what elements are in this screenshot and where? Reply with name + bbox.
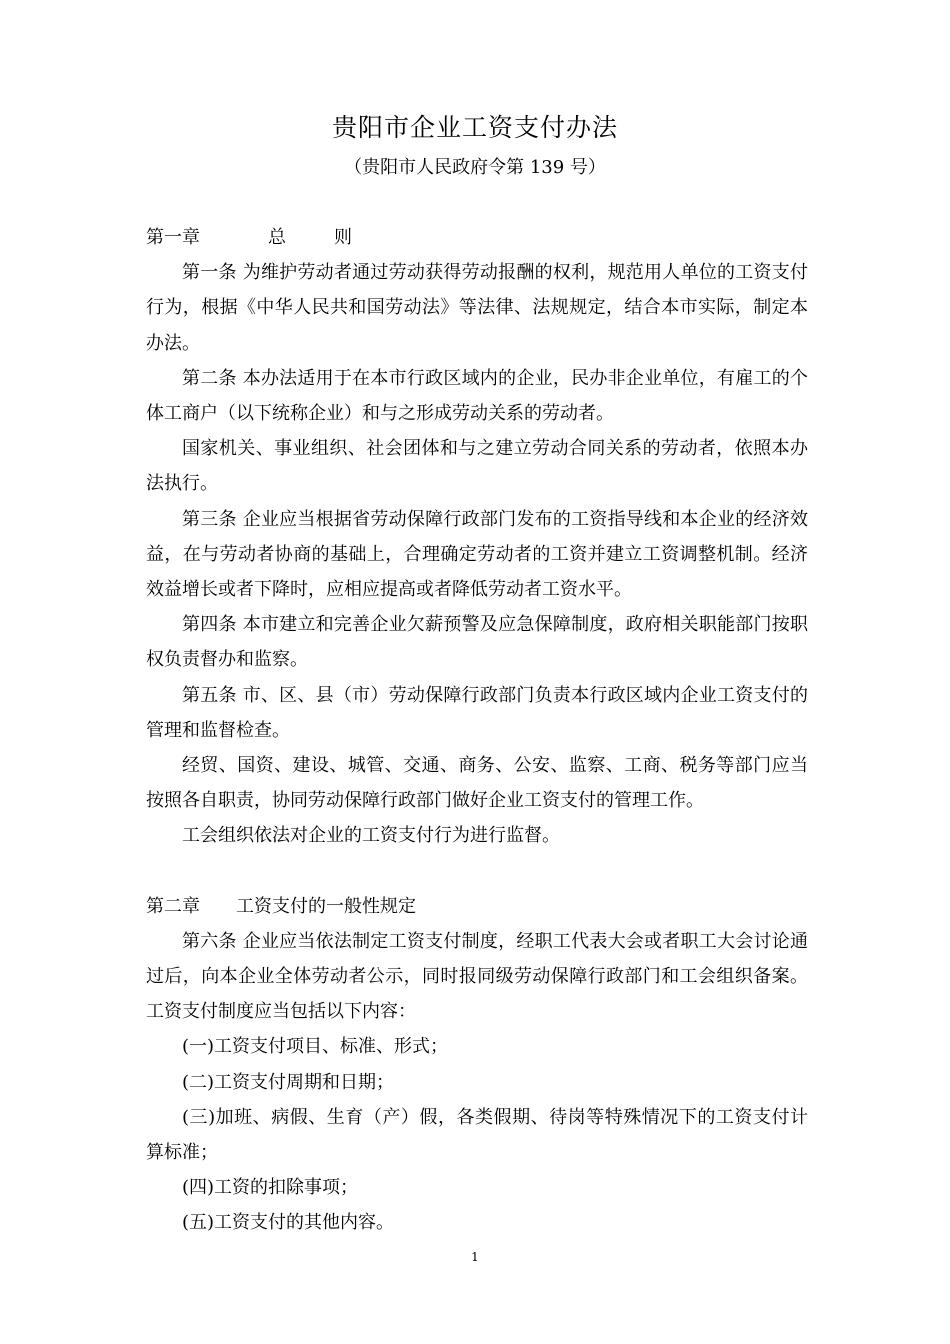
list-item: (一)工资支付项目、标准、形式； <box>182 1036 449 1058</box>
document-subtitle: （贵阳市人民政府令第 139 号） <box>344 157 606 178</box>
chapter-label: 第一章 <box>146 227 200 248</box>
list-item: (四)工资的扣除事项； <box>182 1177 359 1199</box>
chapter-label: 第二章 <box>146 895 200 917</box>
list-item: (三)加班、病假、生育（产）假，各类假期、待岗等特殊情况下的工资支付计算标准； <box>146 1106 808 1164</box>
article-paragraph: 工会组织依法对企业的工资支付行为进行监督。 <box>182 825 560 847</box>
list-item: (五)工资支付的其他内容。 <box>182 1212 395 1234</box>
page-number: 1 <box>471 1250 479 1264</box>
article-paragraph: 第五条 市、区、县（市）劳动保障行政部门负责本行政区域内企业工资支付的管理和监督检查。 <box>146 684 808 741</box>
chapter-heading-1 <box>146 220 808 255</box>
article-paragraph: 经贸、国资、建设、城管、交通、商务、公安、监察、工商、税务等部门应当按照各自职责，协同劳动保障行政部门做好企业工资支付的管理工作。 <box>146 755 808 812</box>
article-paragraph: 第四条 本市建立和完善企业欠薪预警及应急保障制度，政府相关职能部门按职权负责督办和监察。 <box>146 614 808 671</box>
article-paragraph: 第六条 企业应当依法制定工资支付制度，经职工代表大会或者职工大会讨论通过后，向本企业全体劳动者公示，同时报同级劳动保障行政部门和工会组织备案。工资支付制度应当包括以下内容： <box>146 930 808 1023</box>
document-title: 贵阳市企业工资支付办法 <box>331 113 618 142</box>
article-paragraph: 第二条 本办法适用于在本市行政区域内的企业，民办非企业单位，有雇工的个体工商户（以下统称企业）和与之形成劳动关系的劳动者。 <box>146 367 808 425</box>
article-paragraph: 第三条 企业应当根据省劳动保障行政部门发布的工资指导线和本企业的经济效益，在与劳动者协商的基础上，合理确定劳动者的工资并建立工资调整机制。经济效益增长或者下降时，应相应提高或者降低劳动者工资水平。 <box>146 508 808 601</box>
blank-line <box>146 854 808 889</box>
article-paragraph: 第一条 为维护劳动者通过劳动获得劳动报酬的权利，规范用人单位的工资支付行为，根据《中华人民共和国劳动法》等法律、法规规定，结合本市实际，制定本办法。 <box>146 262 808 354</box>
article-paragraph: 国家机关、事业组织、社会团体和与之建立劳动合同关系的劳动者，依照本办法执行。 <box>146 438 808 495</box>
chapter-title-part: 则 <box>334 227 352 248</box>
list-item: (二)工资支付周期和日期； <box>182 1071 395 1093</box>
document-body <box>146 220 808 1241</box>
chapter-heading-2 <box>146 889 808 924</box>
chapter-title-part: 总 <box>268 227 286 248</box>
chapter-title: 工资支付的一般性规定 <box>236 895 416 917</box>
